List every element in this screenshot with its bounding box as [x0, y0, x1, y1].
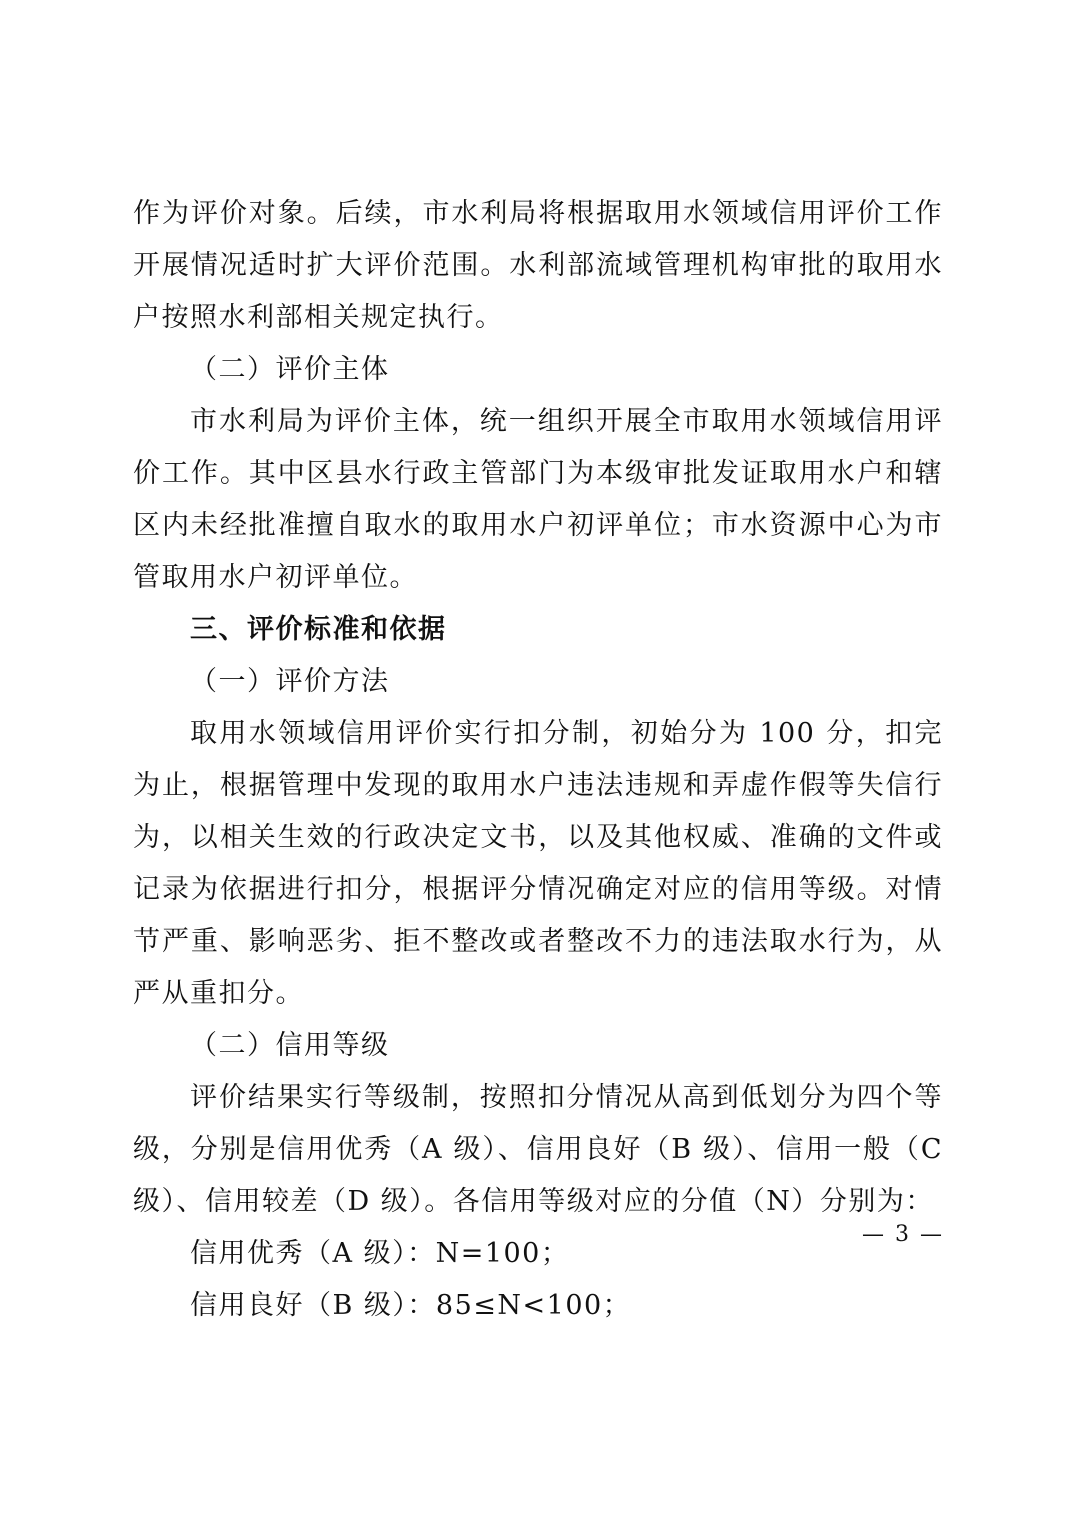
document-body: [133, 188, 943, 1332]
credit-level-a: 信用优秀（A 级）：N=100；: [190, 1238, 570, 1269]
heading-evaluation-subject: （二）评价主体: [190, 354, 390, 385]
page-number: — 3 —: [862, 1222, 944, 1247]
paragraph-scope-continuation: 作为评价对象。后续，市水利局将根据取用水领域信用评价工作开展情况适时扩大评价范围。水利部流域管理机构审批的取用水户按照水利部相关规定执行。: [133, 198, 943, 333]
credit-level-b: 信用良好（B 级）：85≤N<100；: [190, 1290, 632, 1321]
heading-credit-level: （二）信用等级: [190, 1030, 390, 1061]
paragraph-evaluation-method: 取用水领域信用评价实行扣分制，初始分为 100 分，扣完为止，根据管理中发现的取用水户违法违规和弄虚作假等失信行为，以相关生效的行政决定文书，以及其他权威、准确的文件或记录为依据进行扣分，根据评分情况确定对应的信用等级。对情节严重、影响恶劣、拒不整改或者整改不力的违法取水行为，从严从重扣分。: [133, 718, 943, 1009]
paragraph-evaluation-subject: 市水利局为评价主体，统一组织开展全市取用水领域信用评价工作。其中区县水行政主管部门为本级审批发证取用水户和辖区内未经批准擅自取水的取用水户初评单位；市水资源中心为市管取用水户初评单位。: [133, 406, 943, 593]
heading-evaluation-method: （一）评价方法: [190, 666, 390, 697]
paragraph-credit-level: 评价结果实行等级制，按照扣分情况从高到低划分为四个等级，分别是信用优秀（A 级）、信用良好（B 级）、信用一般（C 级）、信用较差（D 级）。各信用等级对应的分值（N）分别为：: [133, 1082, 943, 1217]
heading-section-three: 三、评价标准和依据: [190, 614, 447, 645]
